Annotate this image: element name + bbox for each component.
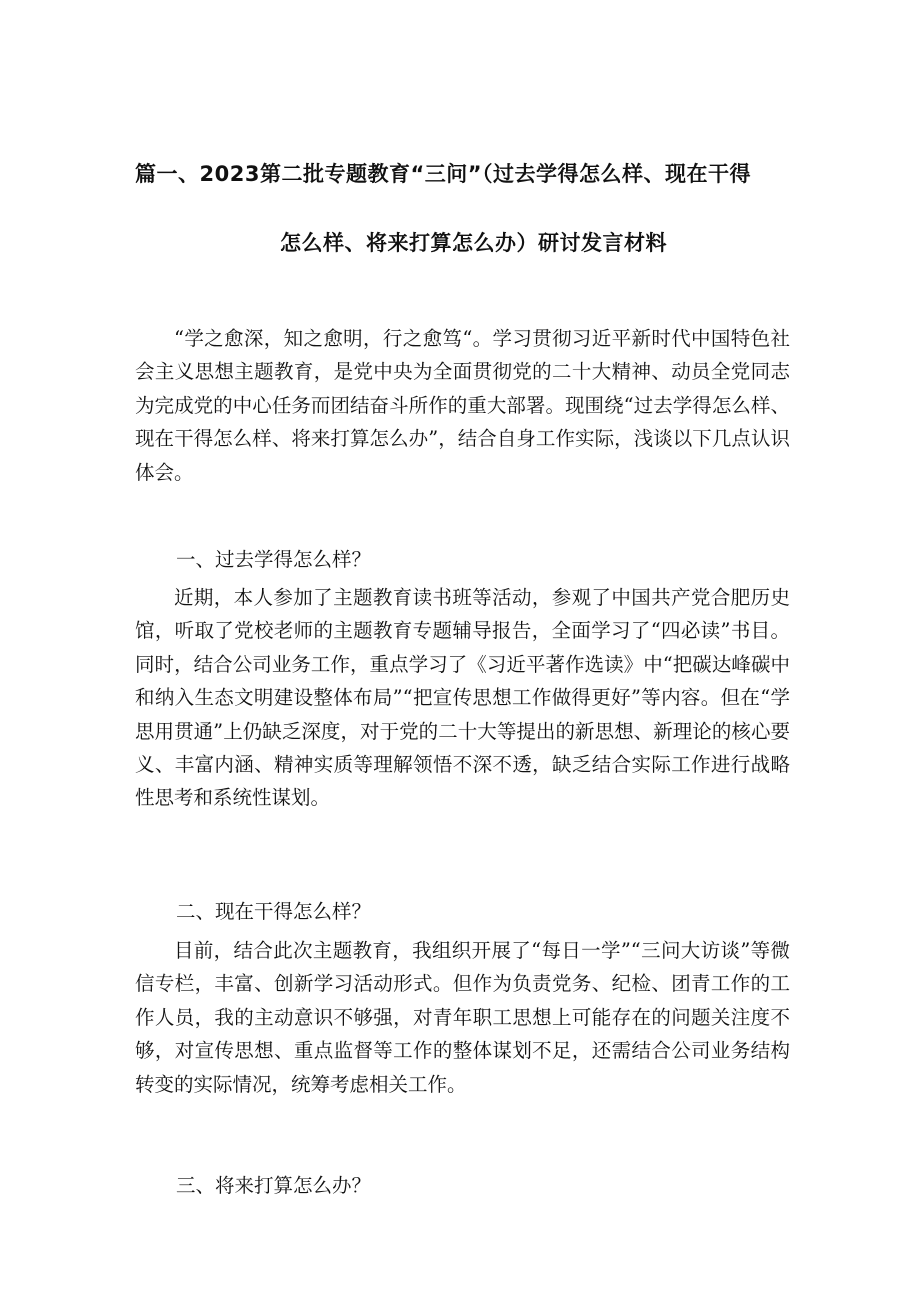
document-title-line-1: 篇一、2023第二批专题教育“三问”（过去学得怎么样、现在干得	[135, 162, 752, 186]
intro-paragraph: “学之愈深，知之愈明，行之愈笃“。学习贯彻习近平新时代中国特色社会主义思想主题教育，是党中央为全面贯彻党的二十大精神、动员全党同志为完成党的中心任务而团结奋斗所作的重大部署。现围绕“过去学得怎么样、现在干得怎么样、将来打算怎么办”，结合自身工作实际，浅谈以下几点认识体会。	[135, 327, 790, 484]
document-title-line-2: 怎么样、将来打算怎么办）研讨发言材料	[280, 231, 667, 255]
section-1-heading: 一、过去学得怎么样？	[176, 548, 372, 571]
section-3-heading: 三、将来打算怎么办？	[176, 1174, 372, 1197]
section-1-paragraph: 近期，本人参加了主题教育读书班等活动，参观了中国共产党合肥历史馆，听取了党校老师的主题教育专题辅导报告，全面学习了“四必读”书目。同时，结合公司业务工作，重点学习了《习近平著作选读》中“把碳达峰碳中和纳入生态文明建设整体布局”“把宣传思想工作做得更好”等内容。但在“学思用贯通”上仍缺乏深度，对于党的二十大等提出的新思想、新理论的核心要义、丰富内涵、精神实质等理解领悟不深不透，缺乏结合实际工作进行战略性思考和系统性谋划。	[135, 586, 790, 810]
section-2-paragraph: 目前，结合此次主题教育，我组织开展了“每日一学”“三问大访谈”等微信专栏，丰富、创新学习活动形式。但作为负责党务、纪检、团青工作的工作人员，我的主动意识不够强，对青年职工思想上可能存在的问题关注度不够，对宣传思想、重点监督等工作的整体谋划不足，还需结合公司业务结构转变的实际情况，统筹考虑相关工作。	[135, 939, 790, 1096]
section-2-heading: 二、现在干得怎么样？	[176, 900, 372, 923]
